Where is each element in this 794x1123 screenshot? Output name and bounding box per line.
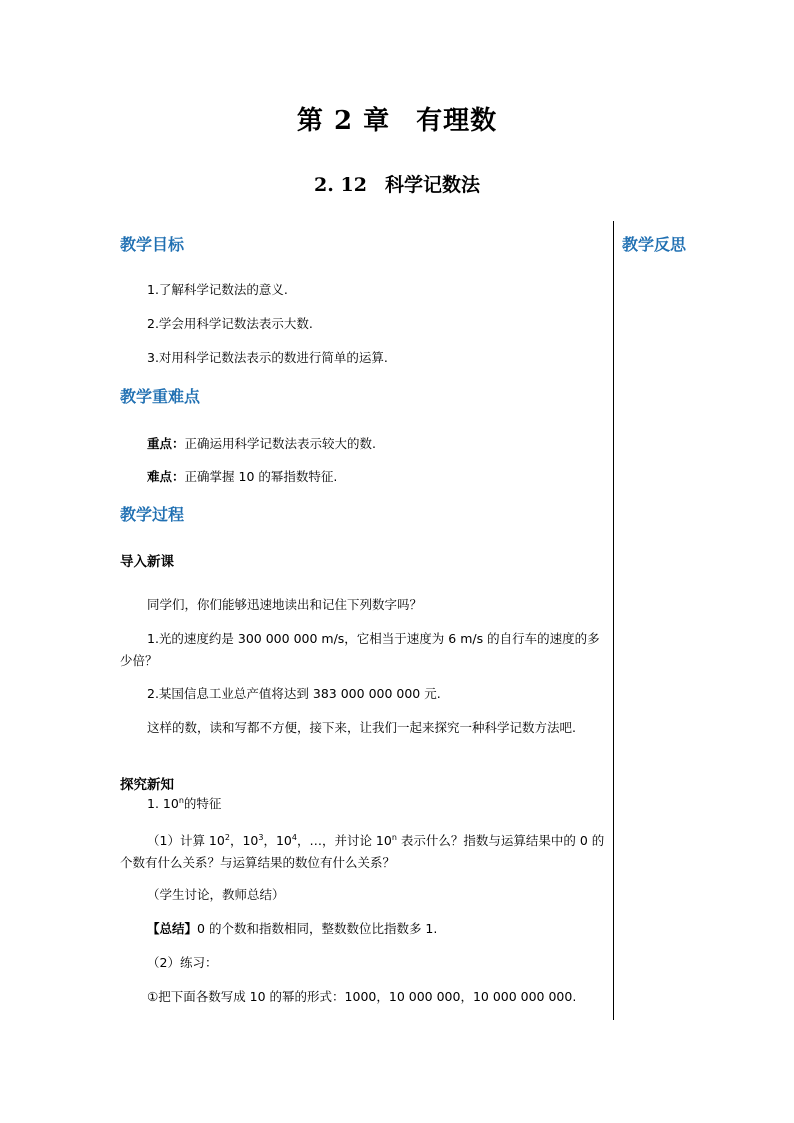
reflection-heading: 教学反思 [622,235,687,254]
objectives-heading: 教学目标 [120,235,185,254]
summary: 【总结】0 的个数和指数相同，整数数位比指数多 1. [147,921,438,936]
intro-heading: 导入新课 [120,554,174,570]
intro-paragraph: 同学们，你们能够迅速地读出和记住下列数字吗？ [147,597,423,612]
explore-discuss: （学生讨论，教师总结） [147,887,285,902]
explore-item: 1. 10$^n$的特征 [147,795,222,811]
process-heading: 教学过程 [120,505,185,524]
intro-paragraph: 1.光的速度约是 300 000 000 m/s，它相当于速度为 6 m/s 的自行车的速度的多少倍？ [120,631,600,668]
intro-paragraph: 2.某国信息工业总产值将达到 383 000 000 000 元. [147,686,441,701]
difficult-point: 难点：正确掌握 10 的幂指数特征. [147,469,338,484]
practice-heading: （2）练习： [147,955,218,970]
column-divider [613,221,614,1020]
objective-item: 1.了解科学记数法的意义. [147,282,288,297]
explore-heading: 探究新知 [120,777,174,793]
objective-item: 2.学会用科学记数法表示大数. [147,316,313,331]
practice-item: ①把下面各数写成 10 的幂的形式：1000，10 000 000，10 000 000 000. [147,989,577,1004]
key-points-heading: 教学重难点 [120,387,201,406]
section-title: 2. 12 科学记数法 [314,174,480,196]
intro-paragraph: 这样的数，读和写都不方便，接下来，让我们一起来探究一种科学记数方法吧. [147,720,576,735]
objective-item: 3.对用科学记数法表示的数进行简单的运算. [147,350,388,365]
key-point: 重点：正确运用科学记数法表示较大的数. [147,436,376,451]
explore-question: （1）计算 $10^2$，$10^3$，$10^4$，…，并讨论 10$^n$ 表示什么？指数与运算结果中的 0 的个数有什么关系？与运算结果的数位有什么关系？ [120,832,605,870]
chapter-title: 第 2 章 有理数 [296,106,498,136]
